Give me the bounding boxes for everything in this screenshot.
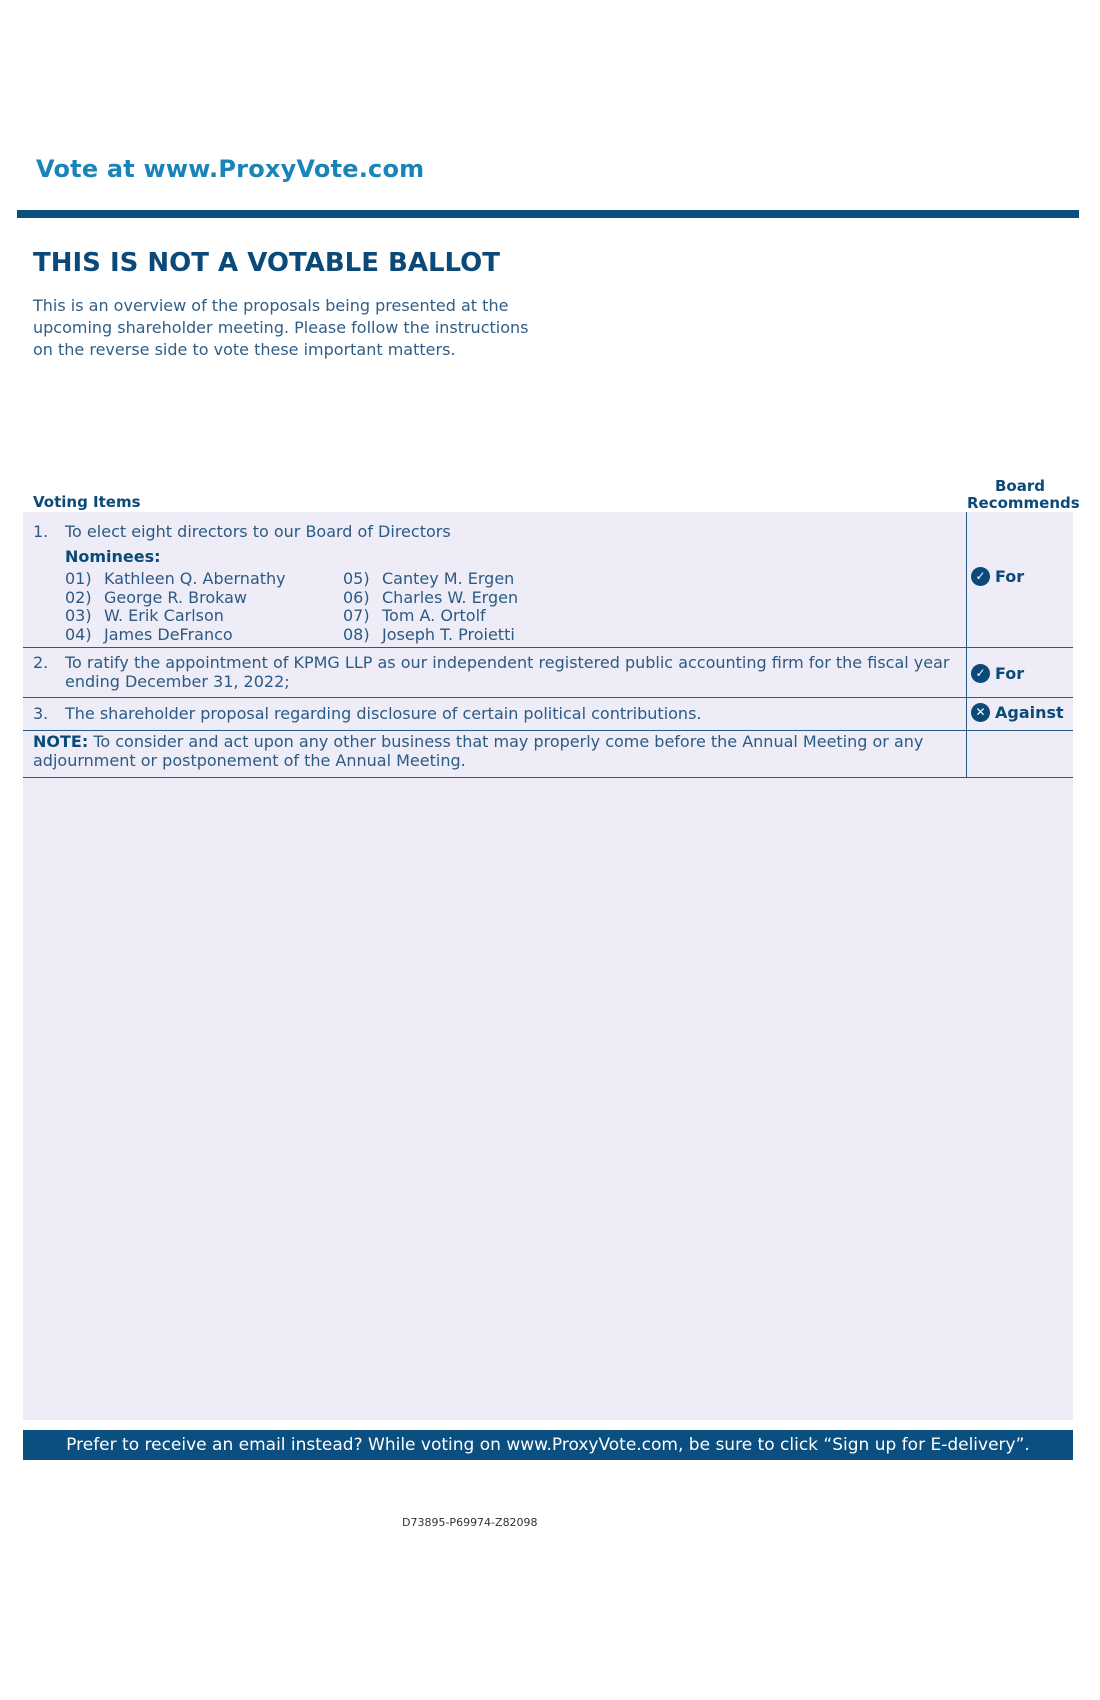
- item-text: To ratify the appointment of KPMG LLP as our independent registered public accounting firm for the fiscal year ending December 31, 2022;: [65, 653, 950, 691]
- e-delivery-banner: Prefer to receive an email instead? While voting on www.ProxyVote.com, be sure to click “Sign up for E-delivery”.: [23, 1430, 1073, 1460]
- nominees-label: Nominees:: [65, 547, 161, 566]
- recommendation-3: ✕ Against: [971, 703, 1064, 722]
- page-title: THIS IS NOT A VOTABLE BALLOT: [33, 248, 501, 278]
- nominee: 03) W. Erik Carlson: [65, 606, 224, 625]
- item-number: 1.: [33, 522, 49, 541]
- check-circle-icon: ✓: [971, 567, 990, 586]
- item-number: 2.: [33, 653, 49, 672]
- nominee: 07) Tom A. Ortolf: [343, 606, 486, 625]
- item-number: 3.: [33, 704, 49, 723]
- row-divider: [23, 777, 1073, 778]
- recommendation-1: ✓ For: [971, 567, 1024, 586]
- intro-text: This is an overview of the proposals being presented at the upcoming shareholder meeting. Please follow the instructions on the reverse side to vote these important matters.: [33, 296, 529, 359]
- row-divider: [23, 730, 1073, 731]
- nominee: 08) Joseph T. Proietti: [343, 624, 515, 644]
- note-text: NOTE: To consider and act upon any other business that may properly come before the Annual Meeting or any adjournment or postponement of the Annual Meeting.: [33, 732, 924, 770]
- item-text: The shareholder proposal regarding disclosure of certain political contributions.: [65, 704, 702, 723]
- nominee: 04) James DeFranco: [65, 624, 233, 644]
- nominee-list-right: [343, 570, 518, 644]
- document-code: D73895-P69974-Z82098: [402, 1516, 538, 1529]
- voting-item-1: [23, 512, 963, 662]
- recommendation-2: ✓ For: [971, 664, 1024, 683]
- voting-item-3: [23, 698, 963, 730]
- item-text: To elect eight directors to our Board of Directors: [65, 522, 451, 541]
- voting-item-2: [23, 648, 963, 698]
- voting-items-panel: [23, 512, 1073, 1420]
- vote-link-heading: Vote at www.ProxyVote.com: [36, 155, 425, 183]
- header-rule: [17, 210, 1079, 218]
- check-circle-icon: ✓: [971, 664, 990, 683]
- column-divider: [966, 512, 967, 777]
- nominee-list-left: [65, 570, 286, 644]
- note-label: NOTE:: [33, 732, 89, 751]
- nominee: 02) George R. Brokaw: [65, 587, 247, 607]
- nominee: 06) Charles W. Ergen: [343, 587, 519, 607]
- x-circle-icon: ✕: [971, 703, 990, 722]
- nominee: 01) Kathleen Q. Abernathy: [65, 569, 286, 588]
- board-recommends-header: Board Recommends: [967, 477, 1080, 512]
- voting-items-header: Voting Items: [33, 493, 141, 511]
- nominee: 05) Cantey M. Ergen: [343, 569, 515, 588]
